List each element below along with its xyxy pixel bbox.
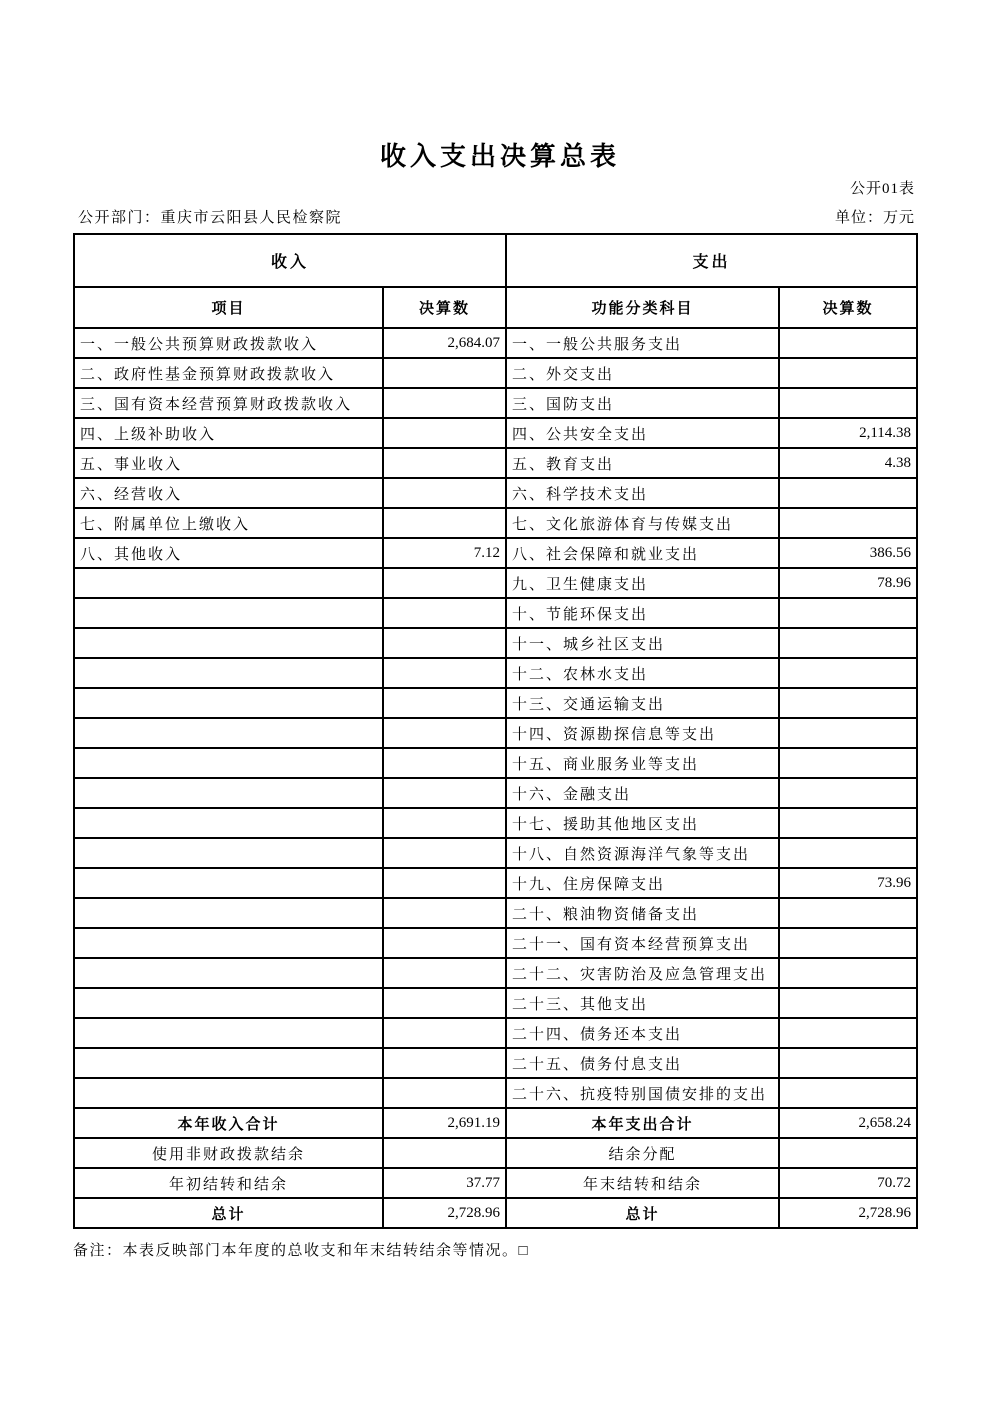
income-item-cell: 四、上级补助收入: [74, 418, 383, 448]
expense-section-header: 支出: [506, 234, 917, 287]
income-amount-cell: [383, 598, 506, 628]
page-title: 收入支出决算总表: [379, 142, 620, 171]
expense-amount-cell: 386.56: [779, 538, 917, 568]
expense-item-cell: 总计: [506, 1198, 779, 1228]
table-row: [74, 988, 917, 1018]
income-item-cell: 二、政府性基金预算财政拨款收入: [74, 358, 383, 388]
expense-item-cell: 二十一、国有资本经营预算支出: [506, 928, 779, 958]
income-item-cell: [74, 808, 383, 838]
income-item-cell: 六、经营收入: [74, 478, 383, 508]
expense-amount-cell: [779, 898, 917, 928]
expense-item-cell: 十七、援助其他地区支出: [506, 808, 779, 838]
expense-item-cell: 十一、城乡社区支出: [506, 628, 779, 658]
income-amount-cell: [383, 718, 506, 748]
expense-amount-cell: [779, 718, 917, 748]
expense-amount-cell: 4.38: [779, 448, 917, 478]
income-item-cell: [74, 658, 383, 688]
expense-item-cell: 十九、住房保障支出: [506, 868, 779, 898]
income-item-column-header: 项目: [74, 287, 383, 328]
expense-amount-cell: [779, 658, 917, 688]
expense-amount-cell: [779, 478, 917, 508]
table-row: [74, 328, 917, 358]
income-item-cell: [74, 838, 383, 868]
table-row: [74, 448, 917, 478]
income-item-cell: [74, 748, 383, 778]
table-row: [74, 718, 917, 748]
table-row: [74, 1018, 917, 1048]
income-item-cell: [74, 628, 383, 658]
expense-item-cell: 十三、交通运输支出: [506, 688, 779, 718]
expense-amount-cell: [779, 1138, 917, 1168]
expense-item-cell: 三、国防支出: [506, 388, 779, 418]
expense-amount-cell: [779, 958, 917, 988]
expense-item-cell: 十、节能环保支出: [506, 598, 779, 628]
table-row: [74, 538, 917, 568]
income-amount-cell: [383, 808, 506, 838]
expense-amount-cell: [779, 928, 917, 958]
summary-row: [74, 1108, 917, 1138]
column-header-row: [74, 287, 917, 328]
income-amount-cell: 37.77: [383, 1168, 506, 1198]
income-item-cell: [74, 1078, 383, 1108]
table-row: [74, 688, 917, 718]
table-body: [74, 328, 917, 1228]
expense-amount-cell: 2,658.24: [779, 1108, 917, 1138]
income-amount-cell: [383, 508, 506, 538]
expense-item-cell: 十六、金融支出: [506, 778, 779, 808]
expense-amount-cell: 2,114.38: [779, 418, 917, 448]
budget-summary-table: [73, 233, 918, 1229]
income-amount-cell: [383, 988, 506, 1018]
expense-item-cell: 九、卫生健康支出: [506, 568, 779, 598]
expense-item-cell: 十八、自然资源海洋气象等支出: [506, 838, 779, 868]
income-item-cell: 使用非财政拨款结余: [74, 1138, 383, 1168]
income-amount-cell: [383, 1018, 506, 1048]
expense-amount-cell: [779, 1048, 917, 1078]
expense-item-cell: 七、文化旅游体育与传媒支出: [506, 508, 779, 538]
table-row: [74, 898, 917, 928]
income-amount-cell: [383, 868, 506, 898]
income-amount-cell: [383, 388, 506, 418]
income-amount-cell: [383, 688, 506, 718]
expense-amount-cell: [779, 778, 917, 808]
expense-item-cell: 本年支出合计: [506, 1108, 779, 1138]
table-row: [74, 838, 917, 868]
table-code-label: 公开01表: [849, 181, 915, 197]
summary-row: [74, 1198, 917, 1228]
income-section-header: 收入: [74, 234, 506, 287]
expense-amount-cell: [779, 508, 917, 538]
table-row: [74, 778, 917, 808]
income-item-cell: [74, 898, 383, 928]
income-item-cell: 五、事业收入: [74, 448, 383, 478]
income-amount-cell: [383, 1138, 506, 1168]
expense-amount-cell: 78.96: [779, 568, 917, 598]
table-row: [74, 748, 917, 778]
income-item-cell: 三、国有资本经营预算财政拨款收入: [74, 388, 383, 418]
expense-item-cell: 四、公共安全支出: [506, 418, 779, 448]
expense-amount-cell: 2,728.96: [779, 1198, 917, 1228]
income-item-cell: [74, 598, 383, 628]
summary-row: [74, 1168, 917, 1198]
income-item-cell: [74, 1018, 383, 1048]
expense-amount-cell: [779, 1078, 917, 1108]
expense-item-cell: 二十四、债务还本支出: [506, 1018, 779, 1048]
expense-item-cell: 五、教育支出: [506, 448, 779, 478]
table-row: [74, 508, 917, 538]
income-item-cell: 七、附属单位上缴收入: [74, 508, 383, 538]
expense-item-cell: 十四、资源勘探信息等支出: [506, 718, 779, 748]
income-item-cell: [74, 1048, 383, 1078]
income-item-cell: [74, 568, 383, 598]
expense-amount-cell: [779, 748, 917, 778]
income-item-cell: 年初结转和结余: [74, 1168, 383, 1198]
expense-amount-cell: [779, 358, 917, 388]
expense-item-cell: 结余分配: [506, 1138, 779, 1168]
income-amount-cell: [383, 778, 506, 808]
expense-amount-column-header: 决算数: [779, 287, 917, 328]
summary-row: [74, 1138, 917, 1168]
income-item-cell: [74, 778, 383, 808]
table-row: [74, 868, 917, 898]
expense-item-cell: 二十三、其他支出: [506, 988, 779, 1018]
expense-amount-cell: [779, 838, 917, 868]
income-amount-cell: [383, 748, 506, 778]
expense-amount-cell: [779, 598, 917, 628]
income-item-cell: [74, 688, 383, 718]
expense-item-cell: 一、一般公共服务支出: [506, 328, 779, 358]
table-row: [74, 928, 917, 958]
income-amount-cell: 2,728.96: [383, 1198, 506, 1228]
income-amount-cell: [383, 448, 506, 478]
table-row: [74, 598, 917, 628]
income-item-cell: 一、一般公共预算财政拨款收入: [74, 328, 383, 358]
table-row: [74, 1048, 917, 1078]
income-amount-cell: [383, 478, 506, 508]
income-item-cell: 本年收入合计: [74, 1108, 383, 1138]
expense-item-cell: 二十五、债务付息支出: [506, 1048, 779, 1078]
expense-item-cell: 六、科学技术支出: [506, 478, 779, 508]
expense-item-cell: 八、社会保障和就业支出: [506, 538, 779, 568]
expense-item-cell: 二、外交支出: [506, 358, 779, 388]
table-row: [74, 418, 917, 448]
expense-amount-cell: [779, 1018, 917, 1048]
table-row: [74, 808, 917, 838]
income-amount-cell: [383, 628, 506, 658]
income-amount-cell: [383, 838, 506, 868]
footnote: 备注：本表反映部门本年度的总收支和年末结转结余等情况。□: [73, 1243, 530, 1259]
unit-label: 单位：万元: [834, 210, 915, 226]
expense-item-cell: 年末结转和结余: [506, 1168, 779, 1198]
income-amount-cell: [383, 658, 506, 688]
income-amount-cell: [383, 898, 506, 928]
expense-amount-cell: [779, 388, 917, 418]
income-item-cell: 八、其他收入: [74, 538, 383, 568]
expense-amount-cell: 73.96: [779, 868, 917, 898]
section-header-row: [74, 234, 917, 287]
income-item-cell: 总计: [74, 1198, 383, 1228]
expense-amount-cell: [779, 808, 917, 838]
department-label: 公开部门：重庆市云阳县人民检察院: [78, 210, 343, 226]
expense-item-cell: 十二、农林水支出: [506, 658, 779, 688]
expense-item-cell: 二十二、灾害防治及应急管理支出: [506, 958, 779, 988]
income-amount-cell: [383, 1048, 506, 1078]
table-row: [74, 568, 917, 598]
table-row: [74, 388, 917, 418]
table-row: [74, 1078, 917, 1108]
income-item-cell: [74, 868, 383, 898]
income-item-cell: [74, 928, 383, 958]
income-amount-cell: [383, 568, 506, 598]
table-row: [74, 358, 917, 388]
table-row: [74, 478, 917, 508]
expense-amount-cell: [779, 628, 917, 658]
expense-item-column-header: 功能分类科目: [506, 287, 779, 328]
expense-amount-cell: [779, 328, 917, 358]
income-amount-cell: [383, 418, 506, 448]
expense-item-cell: 二十六、抗疫特别国债安排的支出: [506, 1078, 779, 1108]
income-item-cell: [74, 718, 383, 748]
table-row: [74, 658, 917, 688]
expense-item-cell: 十五、商业服务业等支出: [506, 748, 779, 778]
income-amount-cell: [383, 358, 506, 388]
income-item-cell: [74, 988, 383, 1018]
income-amount-cell: 2,684.07: [383, 328, 506, 358]
expense-item-cell: 二十、粮油物资储备支出: [506, 898, 779, 928]
income-amount-cell: [383, 958, 506, 988]
expense-amount-cell: [779, 688, 917, 718]
expense-amount-cell: [779, 988, 917, 1018]
income-amount-column-header: 决算数: [383, 287, 506, 328]
income-amount-cell: 7.12: [383, 538, 506, 568]
table-row: [74, 958, 917, 988]
table-row: [74, 628, 917, 658]
income-amount-cell: [383, 1078, 506, 1108]
income-amount-cell: 2,691.19: [383, 1108, 506, 1138]
income-amount-cell: [383, 928, 506, 958]
expense-amount-cell: 70.72: [779, 1168, 917, 1198]
income-item-cell: [74, 958, 383, 988]
